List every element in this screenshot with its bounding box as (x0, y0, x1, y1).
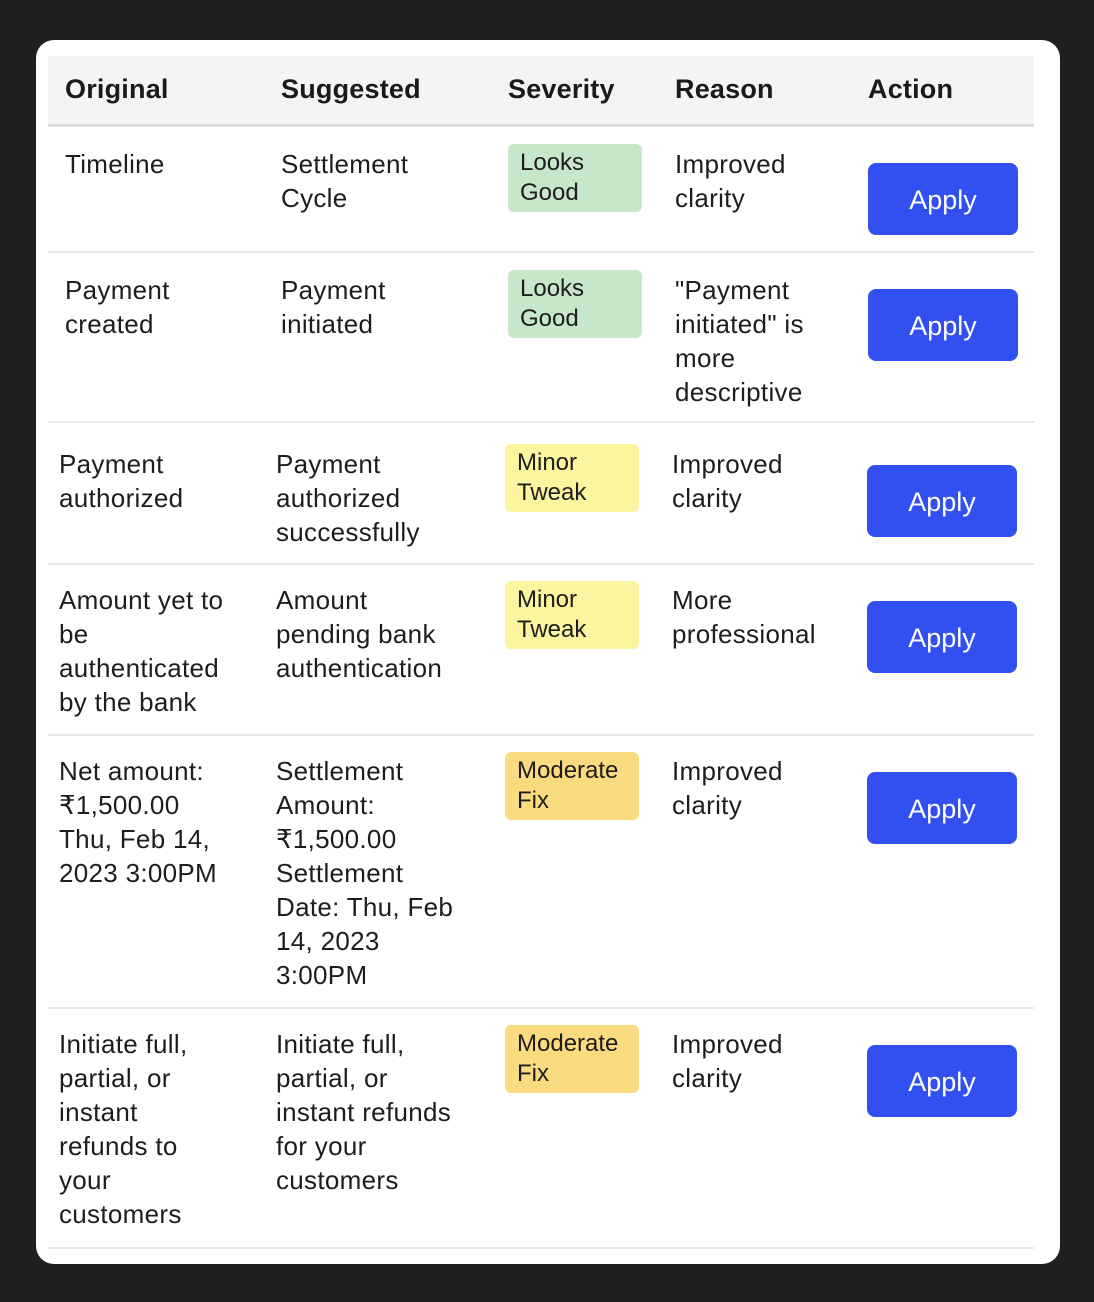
original-text-line: by the bank (59, 687, 197, 717)
suggested-text-line: Payment (276, 449, 381, 479)
apply-button[interactable]: Apply (867, 465, 1017, 537)
original-text-line: created (65, 309, 154, 339)
original-text-line: customers (59, 1199, 182, 1229)
suggested-text-line: Payment (281, 275, 386, 305)
original-text-line: be (59, 619, 89, 649)
table-row (48, 423, 1034, 565)
suggested-text-line: 14, 2023 (276, 926, 380, 956)
severity-badge (508, 144, 642, 212)
original-text-line: authorized (59, 483, 184, 513)
reason-text-line: more (675, 343, 736, 373)
original-text (65, 273, 170, 341)
severity-badge-line: Looks (520, 275, 585, 302)
apply-button[interactable]: Apply (868, 163, 1018, 235)
suggested-text-line: successfully (276, 517, 420, 547)
apply-button[interactable]: Apply (867, 601, 1017, 673)
table-row (48, 736, 1034, 1009)
severity-badge (505, 581, 639, 649)
suggested-text (276, 583, 442, 685)
suggested-text (276, 1027, 451, 1197)
suggested-text-line: Amount: (276, 790, 375, 820)
suggestions-table (48, 56, 1034, 1249)
severity-badge-line: Moderate (517, 1030, 619, 1057)
suggestions-card (36, 40, 1060, 1264)
suggested-text-line: customers (276, 1165, 399, 1195)
table-row (48, 127, 1034, 253)
reason-text (675, 147, 786, 215)
severity-badge (505, 752, 639, 820)
severity-badge-line: Tweak (517, 479, 587, 506)
severity-badge-line: Tweak (517, 616, 587, 643)
original-text-line: Net amount: (59, 756, 204, 786)
reason-text-line: Improved (672, 449, 783, 479)
reason-text-line: More (672, 585, 733, 615)
original-text-line: partial, or (59, 1063, 171, 1093)
reason-text (675, 273, 804, 409)
original-text (65, 147, 165, 181)
suggested-text-line: instant refunds (276, 1097, 452, 1127)
reason-text-line: clarity (672, 790, 742, 820)
reason-text-line: Improved (672, 1029, 783, 1059)
table-body (48, 127, 1034, 1249)
suggested-text-line: Settlement (281, 149, 409, 179)
severity-badge (508, 270, 642, 338)
suggested-text (276, 447, 420, 549)
severity-badge-line: Good (520, 305, 579, 332)
suggested-text-line: Settlement (276, 756, 404, 786)
reason-text (672, 754, 783, 822)
suggested-text-line: ₹1,500.00 (276, 824, 397, 854)
original-text-line: Thu, Feb 14, (59, 824, 211, 854)
severity-badge (505, 1025, 639, 1093)
suggested-text-line: partial, or (276, 1063, 388, 1093)
reason-text-line: clarity (672, 1063, 742, 1093)
severity-badge-line: Good (520, 179, 579, 206)
suggested-text-line: 3:00PM (276, 960, 368, 990)
original-text-line: refunds to (59, 1131, 178, 1161)
original-text (59, 583, 223, 719)
header-original: Original (65, 74, 169, 104)
reason-text-line: descriptive (675, 377, 803, 407)
severity-badge-line: Looks (520, 149, 585, 176)
apply-button[interactable]: Apply (868, 289, 1018, 361)
suggested-text-line: Cycle (281, 183, 348, 213)
table-row (48, 565, 1034, 736)
original-text-line: Timeline (65, 149, 165, 179)
reason-text-line: clarity (672, 483, 742, 513)
suggested-text-line: Date: Thu, Feb (276, 892, 454, 922)
suggested-text-line: initiated (281, 309, 374, 339)
suggested-text-line: authorized (276, 483, 401, 513)
reason-text-line: professional (672, 619, 816, 649)
reason-text-line: Improved (672, 756, 783, 786)
original-text-line: Payment (59, 449, 164, 479)
apply-button[interactable]: Apply (867, 1045, 1017, 1117)
severity-badge-line: Minor (517, 586, 578, 613)
reason-text (672, 583, 816, 651)
original-text-line: authenticated (59, 653, 220, 683)
reason-text-line: "Payment (675, 275, 790, 305)
header-severity: Severity (508, 74, 615, 104)
original-text-line: instant (59, 1097, 138, 1127)
original-text-line: Payment (65, 275, 170, 305)
suggested-text-line: pending bank (276, 619, 436, 649)
reason-text-line: initiated" is (675, 309, 804, 339)
original-text-line: Amount yet to (59, 585, 224, 615)
severity-badge (505, 444, 639, 512)
severity-badge-line: Minor (517, 449, 578, 476)
suggested-text (281, 273, 386, 341)
original-text-line: Initiate full, (59, 1029, 188, 1059)
original-text (59, 447, 183, 515)
original-text-line: ₹1,500.00 (59, 790, 180, 820)
reason-text (672, 1027, 783, 1095)
suggested-text (281, 147, 408, 215)
original-text-line: your (59, 1165, 111, 1195)
table-row (48, 253, 1034, 423)
reason-text (672, 447, 783, 515)
suggested-text-line: Initiate full, (276, 1029, 405, 1059)
severity-badge-line: Fix (517, 787, 549, 814)
suggested-text-line: authentication (276, 653, 443, 683)
header-action: Action (868, 74, 954, 104)
reason-text-line: clarity (675, 183, 745, 213)
severity-badge-line: Moderate (517, 757, 619, 784)
suggested-text-line: for your (276, 1131, 367, 1161)
table-row (48, 1009, 1034, 1249)
apply-button[interactable]: Apply (867, 772, 1017, 844)
severity-badge-line: Fix (517, 1060, 549, 1087)
header-reason: Reason (675, 74, 774, 104)
original-text (59, 754, 217, 890)
original-text (59, 1027, 188, 1231)
header-suggested: Suggested (281, 74, 421, 104)
suggested-text-line: Settlement (276, 858, 404, 888)
table-header (48, 56, 1034, 127)
original-text-line: 2023 3:00PM (59, 858, 217, 888)
suggested-text (276, 754, 453, 992)
suggested-text-line: Amount (276, 585, 368, 615)
reason-text-line: Improved (675, 149, 786, 179)
